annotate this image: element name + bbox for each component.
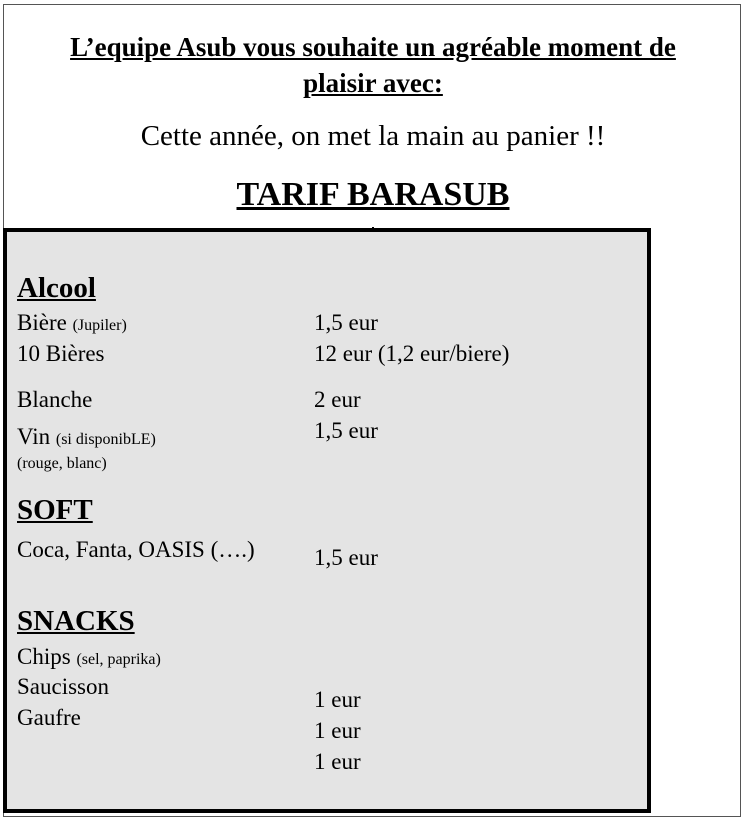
- item-chips: [17, 643, 161, 674]
- item-gaufre: Gaufre: [17, 705, 81, 730]
- item-vin-note: (rouge, blanc): [17, 455, 107, 472]
- welcome-heading: [4, 29, 742, 101]
- price-10-bieres: 12 eur (1,2 eur/biere): [314, 341, 510, 366]
- price-soft-drinks: 1,5 eur: [314, 545, 378, 570]
- item-biere: [17, 309, 127, 340]
- section-heading-soft: SOFT: [17, 494, 93, 526]
- item-vin: [17, 423, 156, 454]
- welcome-heading-line-2: plaisir avec:: [303, 68, 443, 98]
- item-saucisson: Saucisson: [17, 674, 109, 699]
- item-name: Bière: [17, 310, 67, 335]
- subtitle: Cette année, on met la main au panier !!: [140, 120, 606, 152]
- price-list-box: [3, 228, 651, 813]
- item-note: (Jupiler): [72, 317, 127, 334]
- item-soft-drinks: Coca, Fanta, OASIS (….): [17, 537, 255, 562]
- price-chips: 1 eur: [314, 687, 361, 712]
- item-10-bieres: 10 Bières: [17, 341, 105, 366]
- item-name: Chips: [17, 644, 71, 669]
- section-heading-alcool: Alcool: [17, 272, 96, 304]
- page-title: TARIF BARASUB: [236, 176, 510, 213]
- price-blanche: 2 eur: [314, 387, 361, 412]
- item-note: (sel, paprika): [76, 651, 161, 668]
- welcome-heading-line-1: L’equipe Asub vous souhaite un agréable moment de: [70, 32, 676, 62]
- price-vin: 1,5 eur: [314, 418, 378, 443]
- price-biere: 1,5 eur: [314, 310, 378, 335]
- item-name: Vin: [17, 424, 51, 449]
- price-gaufre: 1 eur: [314, 749, 361, 774]
- item-blanche: Blanche: [17, 387, 93, 412]
- item-note: (si disponibLE): [55, 431, 156, 448]
- price-saucisson: 1 eur: [314, 718, 361, 743]
- section-heading-snacks: SNACKS: [17, 605, 135, 637]
